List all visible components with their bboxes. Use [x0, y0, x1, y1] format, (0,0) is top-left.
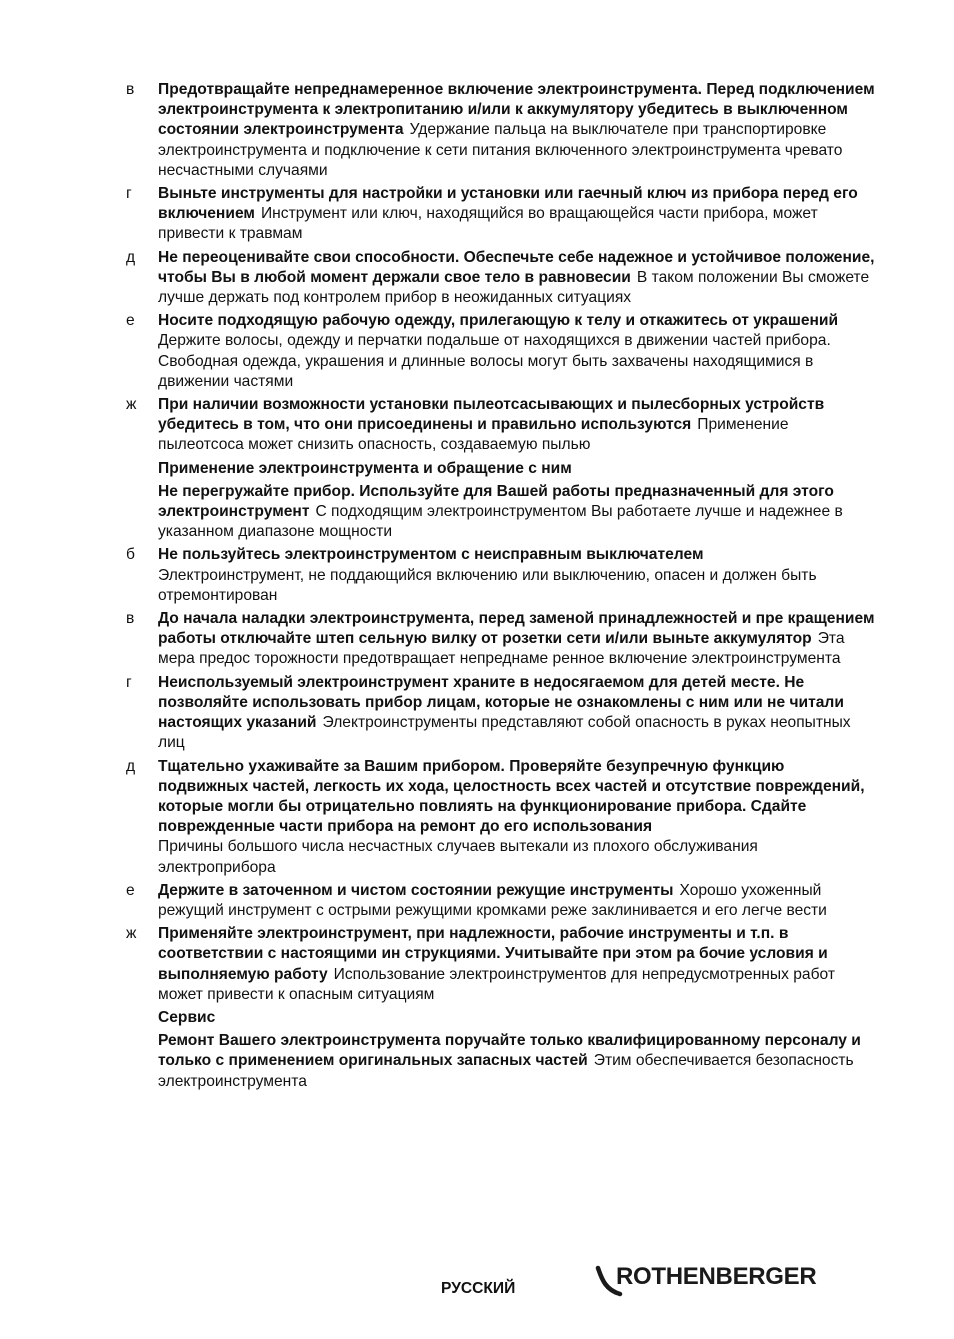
brand-logo-text: ROTHENBERGER [616, 1263, 817, 1290]
item-bold-text: Предотвращайте непреднамеренное включение электроинструмента. Перед подключением электроинструмента к электропитанию и/или к аккумулятору убедитесь в выключенном состоянии электроинструмента [158, 81, 875, 139]
item-marker: д [126, 757, 136, 775]
item-marker: ж [126, 396, 137, 414]
list-item [0, 545, 878, 606]
item-bold-text: Держите в заточенном и чистом состоянии режущие инструменты [158, 881, 674, 899]
item-text: Электроинструмент, не поддающийся включению или выключению, опасен и должен быть отремонтирован [158, 566, 817, 604]
list-item [0, 881, 878, 921]
item-marker: ж [126, 925, 137, 943]
footer-language: РУССКИЙ [441, 1280, 516, 1297]
list-item [0, 248, 878, 309]
list-item [0, 757, 878, 878]
list-item [0, 924, 878, 1005]
item-marker: г [126, 185, 132, 203]
item-text: Удержание пальца на выключателе при транспортировке электроинструмента и подключение к сети питания включенного электроинструмента чревато несчастными случаями [158, 121, 843, 179]
item-bold-text: При наличии возможности установки пылеотсасывающих и пылесборных устройств убедитесь в том, что они присоединены и правильно используются [158, 396, 825, 434]
item-marker: г [126, 673, 132, 691]
item-marker: в [126, 81, 135, 98]
item-bold-text: Не перегружайте прибор. Используйте для Вашей работы предназначенный для этого электроинструмент [158, 482, 834, 521]
item-marker: в [126, 610, 135, 628]
item-text: Держите волосы, одежду и перчатки подальше от находящихся в движении частей прибора. Свободная одежда, украшения и длинные волосы могут быть захвачены находящимися в движении частями [158, 332, 831, 390]
item-text: Инструмент или ключ, находящийся во вращающейся части прибора, может привести к травмам [158, 205, 818, 243]
section-heading-text: Сервис [158, 1008, 216, 1026]
item-text: Использование электроинструментов для непредусмотренных работ может привести к опасным ситуациям [158, 965, 836, 1003]
list-item [0, 395, 878, 456]
item-marker: е [126, 881, 135, 899]
section-heading [0, 459, 878, 479]
item-bold-text: Не пользуйтесь электроинструментом с неисправным выключателем [158, 546, 704, 564]
item-bold-text: До начала наладки электроинструмента, перед заменой принадлежностей и пре кращением работы отключайте штеп сельную вилку от розетки сети и/или выньте аккумулятор [158, 610, 875, 648]
list-item [0, 482, 878, 543]
item-marker: д [126, 248, 136, 266]
brand-logo [594, 1262, 826, 1302]
document-body [0, 80, 954, 1095]
item-bold-text: Ремонт Вашего электроинструмента поручайте только квалифицированному персоналу и только с применением оригинальных запасных частей [158, 1032, 861, 1070]
section-heading-text: Применение электроинструмента и обращение с ним [158, 459, 572, 477]
item-text: Электроинструменты представляют собой опасность в руках неопытных лиц [158, 714, 851, 752]
item-text: Эта мера предос торожности предотвращает непреднаме ренное включение электроинструмента [158, 630, 845, 668]
item-text: Причины большого числа несчастных случаев вытекали из плохого обслуживания электроприбора [158, 838, 758, 876]
item-marker: е [126, 312, 135, 330]
list-item [0, 673, 878, 754]
item-bold-text: Неиспользуемый электроинструмент храните в недосягаемом для детей месте. Не позволяйте использовать прибор лицам, которые не ознакомлены с ним или не читали настоящих указаний [158, 673, 844, 732]
item-bold-text: Не переоценивайте свои способности. Обеспечьте себе надежное и устойчивое положение, чтобы Вы в любой момент держали свое тело в равновесии [158, 248, 875, 286]
list-item [0, 609, 878, 670]
item-bold-text: Выньте инструменты для настройки и установки или гаечный ключ из прибора перед его включением [158, 185, 858, 223]
list-item [0, 80, 878, 181]
list-item [0, 311, 878, 392]
item-marker: б [126, 546, 135, 564]
list-item [0, 1031, 878, 1092]
item-text: Применение пылеотсоса может снизить опасность, создаваемую пылью [158, 416, 789, 454]
item-text: Этим обеспечивается безопасность электроинструмента [158, 1052, 854, 1090]
section-heading [0, 1008, 878, 1028]
item-text: В таком положении Вы сможете лучше держать под контролем прибор в неожиданных ситуациях [158, 268, 870, 307]
item-text: Хорошо ухоженный режущий инструмент с острыми режущими кромками реже заклинивается и его легче вести [158, 881, 827, 919]
list-item [0, 184, 878, 245]
item-bold-text: Носите подходящую рабочую одежду, прилегающую к телу и откажитесь от украшений [158, 312, 839, 330]
item-bold-text: Применяйте электроинструмент, при надлежности, рабочие инструменты и т.п. в соответствии с настоящими ин струкциями. Учитывайте при этом ра бочие условия и выполняемую работу [158, 925, 828, 983]
item-text: С подходящим электроинструментом Вы работаете лучше и надежнее в указанном диапазоне мощности [158, 503, 843, 541]
item-bold-text: Тщательно ухаживайте за Вашим прибором. Проверяйте безупречную функцию подвижных частей, легкость их хода, целостность всех частей и отсутствие повреждений, которые могли бы отрицательно повлиять на функционирование прибора. Сдайте поврежденные части прибора на ремонт до его использования [158, 757, 865, 836]
